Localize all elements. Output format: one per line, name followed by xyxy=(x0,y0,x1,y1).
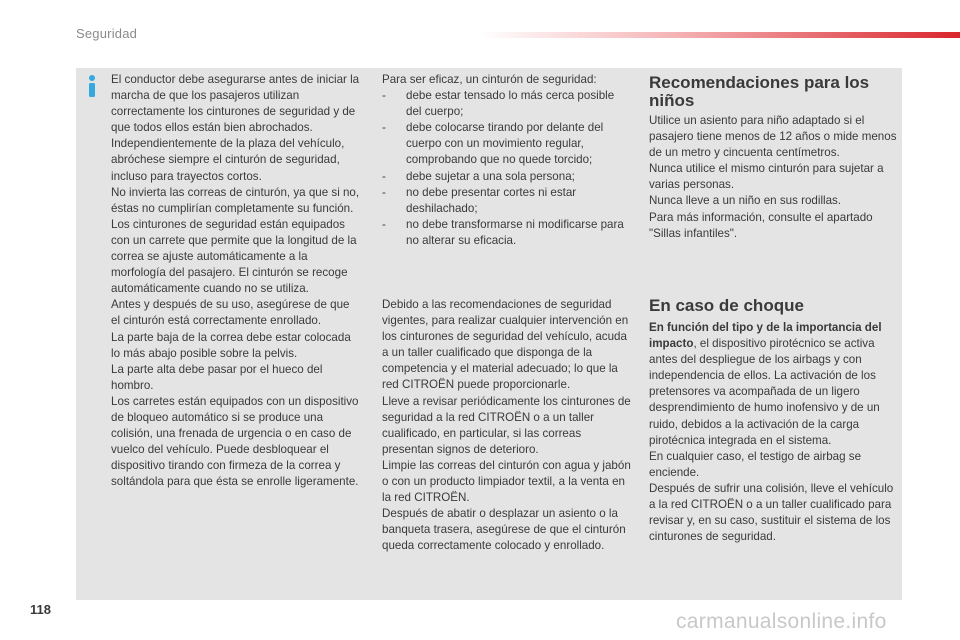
list-item: - debe estar tensado lo más cerca posible del cuerpo; xyxy=(382,88,632,120)
recommendations-heading: Recomendaciones para los niños xyxy=(649,73,870,110)
col1-paragraph: Los cinturones de seguridad están equipados con un carrete que permite que la longitud de la correa se ajuste automáticamente a la morfología del pasajero. El cinturón se recoge automáticamente cuando no se utiliza. xyxy=(111,217,357,296)
list-item-text: debe colocarse tirando por delante del cuerpo con un movimiento regular, comprobando que no quede torcido; xyxy=(406,121,604,167)
list-item-text: debe estar tensado lo más cerca posible del cuerpo; xyxy=(406,89,615,119)
rec-paragraph: Para más información, consulte el apartado "Sillas infantiles". xyxy=(649,210,873,240)
rec-paragraph: Nunca utilice el mismo cinturón para sujetar a varias personas. xyxy=(649,162,884,192)
crash-paragraph: En cualquier caso, el testigo de airbag se enciende. xyxy=(649,449,862,479)
col1-paragraph: Antes y después de su uso, asegúrese de que el cinturón está correctamente enrollado. xyxy=(111,298,350,328)
crash-lead-paragraph xyxy=(649,320,901,449)
list-intro: Para ser eficaz, un cinturón de seguridad: xyxy=(382,73,597,86)
watermark: carmanualsonline.info xyxy=(676,610,887,633)
col1-paragraph: El conductor debe asegurarse antes de iniciar la marcha de que los pasajeros utilizan correctamente los cinturones de seguridad y de que todos ellos están bien abrochados. xyxy=(111,73,360,135)
rec-paragraph: Utilice un asiento para niño adaptado si el pasajero tiene menos de 12 años o mide menos de un metro y cincuenta centímetros. xyxy=(649,114,897,160)
col1-paragraph: No invierta las correas de cinturón, ya que si no, éstas no cumplirían completamente su función. xyxy=(111,185,360,215)
list-item: - debe colocarse tirando por delante del cuerpo con un movimiento regular, comprobando que no quede torcido; xyxy=(382,120,632,168)
col2-paragraph: Limpie las correas del cinturón con agua y jabón o con un producto limpiador textil, a la venta en la red CITROËN. xyxy=(382,458,631,505)
header-accent-bar xyxy=(480,32,960,38)
col1-paragraph: La parte alta debe pasar por el hueco del hombro. xyxy=(111,362,323,392)
section-label: Seguridad xyxy=(76,26,138,41)
col2-paragraph: Debido a las recomendaciones de seguridad vigentes, para realizar cualquier intervención en los cinturones de seguridad del vehículo, acuda a un taller cualificado que disponga de la competencia y el material adecuado; lo que la red CITROËN puede proporcionarle. xyxy=(382,298,629,392)
col1-paragraph: La parte baja de la correa debe estar colocada lo más abajo posible sobre la pelvis. xyxy=(111,330,351,360)
belt-instructions-column xyxy=(111,72,361,490)
belt-effectiveness-list xyxy=(382,72,632,249)
page-number: 118 xyxy=(30,602,51,617)
info-icon xyxy=(84,74,100,98)
crash-lead-rest: , el dispositivo pirotécnico se activa antes del despliegue de los airbags y con independencia de ellos. La activación de los pretensores va acompañada de un ligero desprendimiento de humo inofensivo y de un ruido, debidos a la activación de la carga pirotécnica integrada en el sistema. xyxy=(649,337,880,447)
crash-text xyxy=(649,320,901,545)
belt-maintenance-text xyxy=(382,297,634,555)
rec-paragraph: Nunca lleve a un niño en sus rodillas. xyxy=(649,194,842,208)
col2-paragraph: Lleve a revisar periódicamente los cinturones de seguridad a la red CITROËN o a un taller cualificado, en particular, si las correas presentan signos de deterioro. xyxy=(382,394,631,456)
list-item-text: debe sujetar a una sola persona; xyxy=(406,169,575,183)
col1-paragraph: Los carretes están equipados con un dispositivo de bloqueo automático si se produce una colisión, una frenada de urgencia o en caso de vuelco del vehículo. Puede desbloquear el dispositivo tirando con firmeza de la correa y soltándola para que ésta se enrolle ligeramente. xyxy=(111,394,359,489)
col1-paragraph: Independientemente de la plaza del vehículo, abróchese siempre el cinturón de seguridad, incluso para trayectos cortos. xyxy=(111,137,345,183)
list-item-text: no debe presentar cortes ni estar deshilachado; xyxy=(406,185,577,215)
list-item: - no debe presentar cortes ni estar deshilachado; xyxy=(382,185,632,217)
crash-heading: En caso de choque xyxy=(649,296,804,315)
list-item: - debe sujetar a una sola persona; xyxy=(382,169,632,185)
crash-paragraph: Después de sufrir una colisión, lleve el vehículo a la red CITROËN o a un taller cualificado para revisar y, en su caso, sustituir el sistema de los cinturones de seguridad. xyxy=(649,481,894,544)
col2-paragraph: Después de abatir o desplazar un asiento o la banqueta trasera, asegúrese de que el cinturón queda correctamente colocado y enrollado. xyxy=(382,507,626,553)
list-item-text: no debe transformarse ni modificarse para no alterar su eficacia. xyxy=(406,217,624,247)
crash-lead-bold: En función del tipo y de la importancia del impacto xyxy=(649,321,882,351)
recommendations-text xyxy=(649,113,901,242)
list-item: - no debe transformarse ni modificarse para no alterar su eficacia. xyxy=(382,217,632,249)
